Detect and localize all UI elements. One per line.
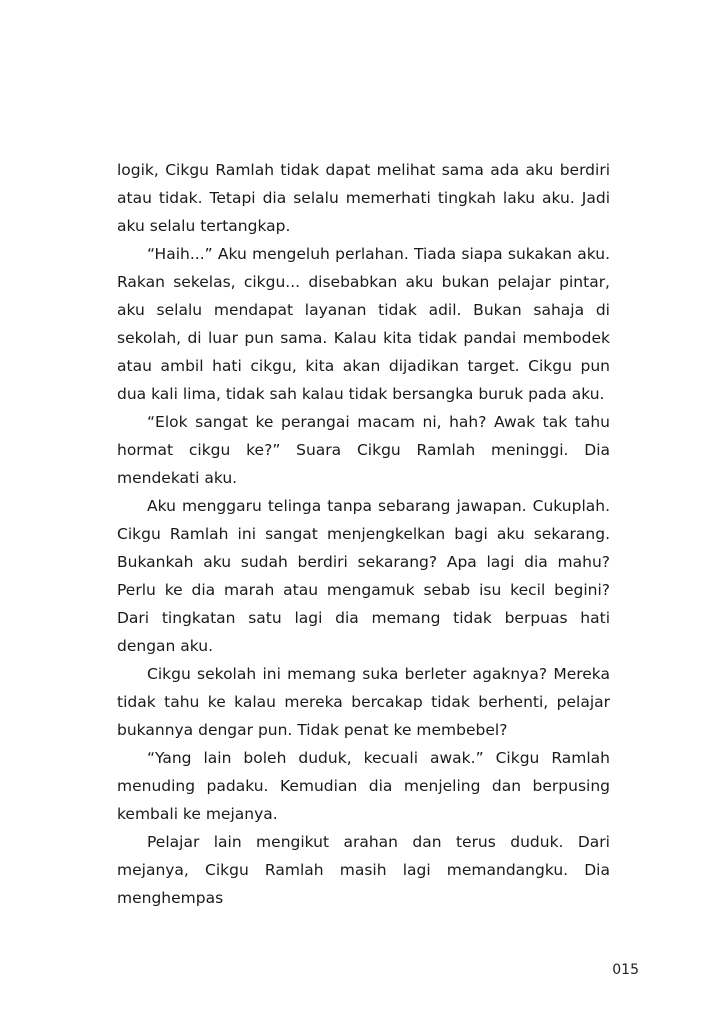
paragraph-7: Pelajar lain mengikut arahan dan terus duduk. Dari mejanya, Cikgu Ramlah masih lagi memandangku. Dia menghempas [117, 833, 610, 907]
paragraph-1: logik, Cikgu Ramlah tidak dapat melihat sama ada aku berdiri atau tidak. Tetapi dia selalu memerhati tingkah laku aku. Jadi aku selalu tertangkap. [117, 161, 610, 235]
paragraph-4: Aku menggaru telinga tanpa sebarang jawapan. Cukuplah. Cikgu Ramlah ini sangat menjengkelkan bagi aku sekarang. Bukankah aku sudah berdiri sekarang? Apa lagi dia mahu? Perlu ke dia marah atau mengamuk sebab isu kecil begini? Dari tingkatan satu lagi dia memang tidak berpuas hati dengan aku. [117, 497, 610, 655]
paragraph-6: “Yang lain boleh duduk, kecuali awak.” Cikgu Ramlah menuding padaku. Kemudian dia menjeling dan berpusing kembali ke mejanya. [117, 749, 610, 823]
paragraph-5: Cikgu sekolah ini memang suka berleter agaknya? Mereka tidak tahu ke kalau mereka bercakap tidak berhenti, pelajar bukannya dengar pun. Tidak penat ke membebel? [117, 665, 610, 739]
page-body [117, 156, 610, 912]
paragraph-2: “Haih...” Aku mengeluh perlahan. Tiada siapa sukakan aku. Rakan sekelas, cikgu... disebabkan aku bukan pelajar pintar, aku selalu mendapat layanan tidak adil. Bukan sahaja di sekolah, di luar pun sama. Kalau kita tidak pandai membodek atau ambil hati cikgu, kita akan dijadikan target. Cikgu pun dua kali lima, tidak sah kalau tidak bersangka buruk pada aku. [117, 245, 610, 403]
paragraph-3: “Elok sangat ke perangai macam ni, hah? Awak tak tahu hormat cikgu ke?” Suara Cikgu Ramlah meninggi. Dia mendekati aku. [117, 413, 610, 487]
page-number: 015 [612, 962, 639, 978]
